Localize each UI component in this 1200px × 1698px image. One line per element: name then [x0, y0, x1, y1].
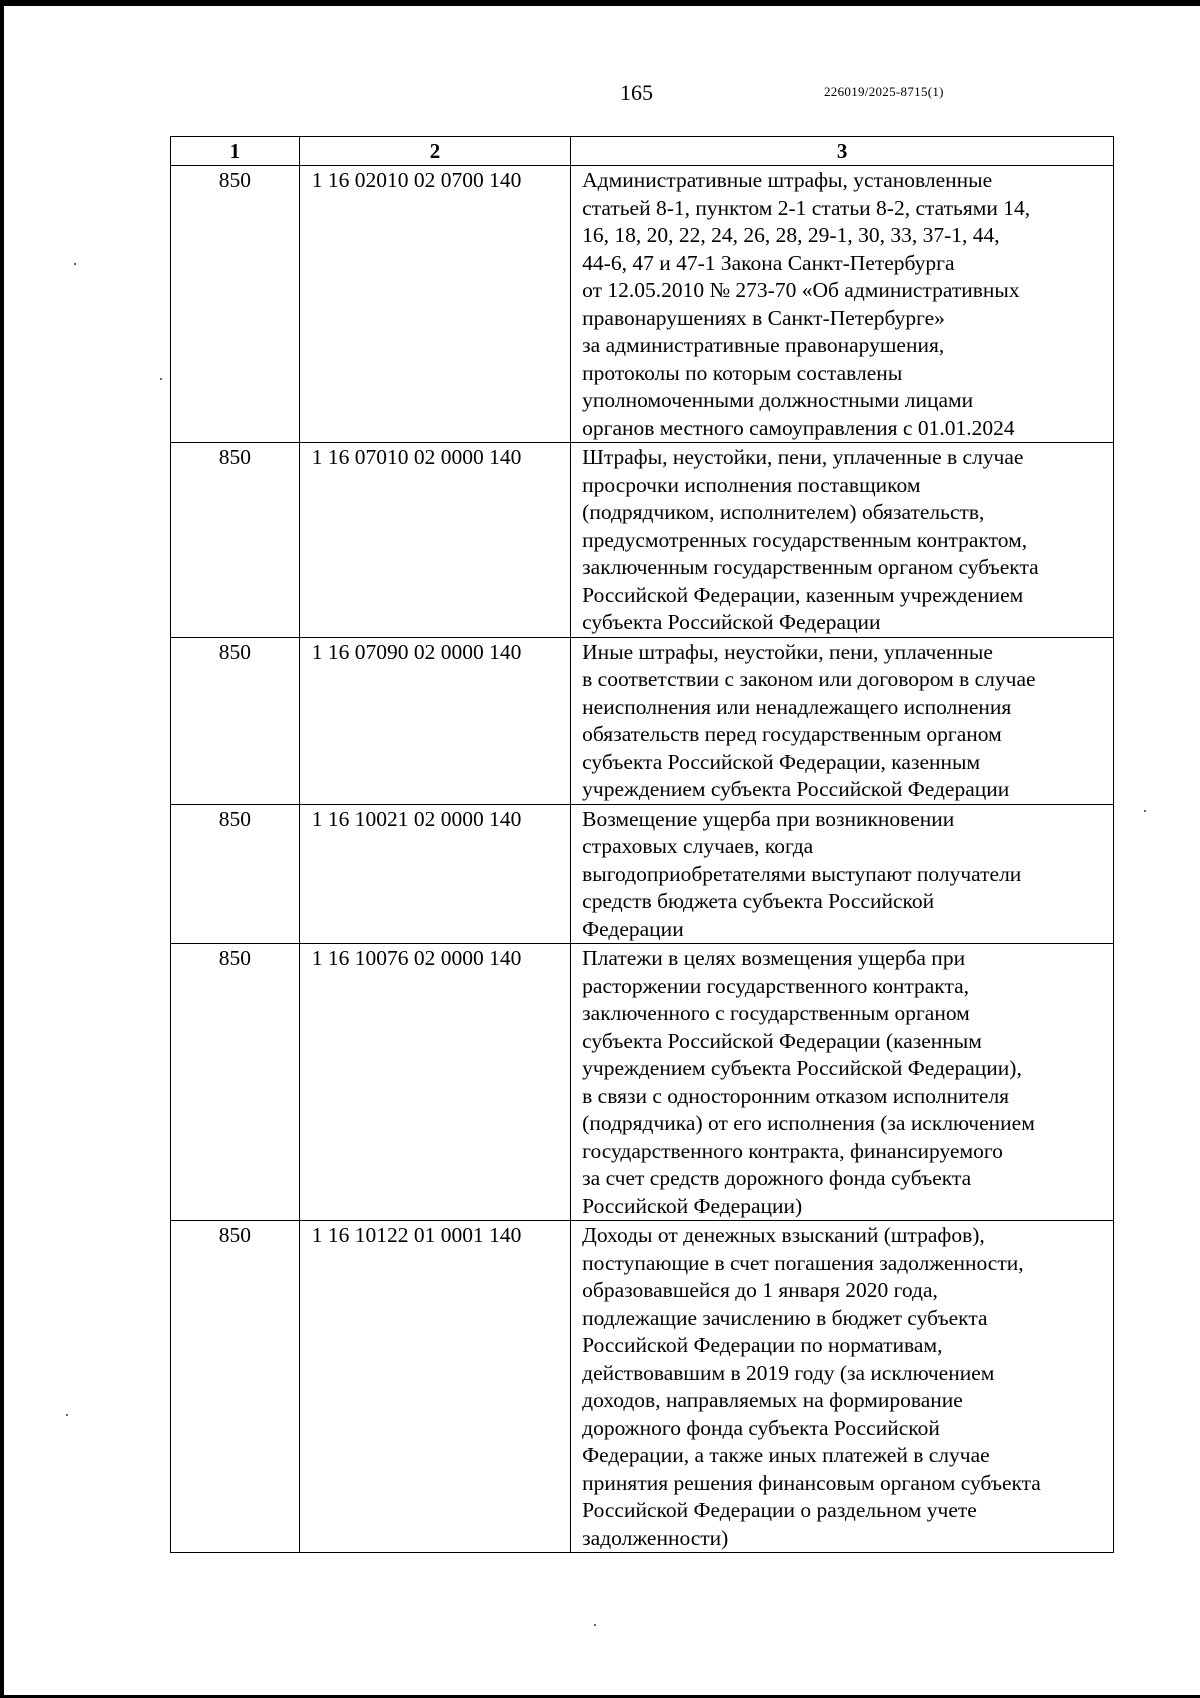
description-line: действовавшим в 2019 году (за исключением	[582, 1360, 995, 1385]
scan-speck	[66, 1414, 68, 1416]
description-cell	[570, 1221, 1113, 1552]
description-line: (подрядчиком, исполнителем) обязательств,	[582, 500, 985, 524]
description-line: заключенного с государственным органом	[582, 1001, 970, 1025]
description-line: просрочки исполнения поставщиком	[582, 472, 921, 497]
scan-border-top	[0, 0, 1200, 6]
description-line: от 12.05.2010 № 273-70 «Об административных	[582, 278, 1020, 302]
document-id: 226019/2025-8715(1)	[824, 84, 944, 99]
header-col-3: 3	[570, 137, 1113, 165]
table-header-row	[170, 136, 1114, 166]
description-line: за счет средств дорожного фонда субъекта	[582, 1166, 972, 1190]
description-line: Российской Федерации о раздельном учете	[582, 1498, 977, 1522]
description-line: Российской Федерации по нормативам,	[582, 1333, 943, 1357]
description-line: Платежи в целях возмещения ущерба при	[582, 946, 966, 970]
description-cell	[570, 166, 1113, 442]
table-row	[170, 166, 1114, 443]
description-cell	[570, 638, 1113, 804]
scan-speck	[1144, 810, 1146, 812]
description-line: 16, 18, 20, 22, 24, 26, 28, 29-1, 30, 33, 37-1, 44,	[582, 223, 1000, 247]
description-line: Российской Федерации, казенным учреждением	[582, 582, 1024, 607]
code-chapter-cell: 850	[218, 639, 251, 664]
code-chapter-cell: 850	[218, 1223, 251, 1247]
description-line: дорожного фонда субъекта Российской	[582, 1415, 940, 1440]
description-line: Федерации, а также иных платежей в случае	[582, 1443, 990, 1467]
description-line: правонарушениях в Санкт-Петербурге»	[582, 305, 945, 330]
description-line: задолженности)	[582, 1525, 729, 1550]
description-cell	[570, 944, 1113, 1220]
revenue-code-cell: 1 16 10021 02 0000 140	[299, 805, 570, 944]
description-line: неисполнения или ненадлежащего исполнения	[582, 694, 1012, 719]
revenue-code-cell: 1 16 10076 02 0000 140	[299, 944, 570, 1220]
description-cell	[570, 443, 1113, 637]
code-chapter-cell: 850	[218, 445, 251, 469]
code-chapter-cell: 850	[218, 806, 251, 831]
description-line: учреждением субъекта Российской Федерации),	[582, 1056, 1022, 1080]
scan-speck	[160, 378, 162, 380]
table-row	[170, 638, 1114, 805]
scan-speck	[594, 1624, 596, 1626]
description-line: в связи с односторонним отказом исполнителя	[582, 1083, 1010, 1108]
description-line: органов местного самоуправления с 01.01.2024	[582, 415, 1015, 440]
description-line: страховых случаев, когда	[582, 834, 814, 858]
table-body	[170, 166, 1114, 1553]
description-line: принятия решения финансовым органом субъекта	[582, 1470, 1041, 1495]
description-line: Возмещение ущерба при возникновении	[582, 806, 955, 831]
description-line: Иные штрафы, неустойки, пени, уплаченные	[582, 639, 993, 664]
revenue-code-cell: 1 16 07090 02 0000 140	[299, 638, 570, 804]
description-line: доходов, направляемых на формирование	[582, 1388, 963, 1412]
description-line: статьей 8-1, пунктом 2-1 статьи 8-2, статьями 14,	[582, 195, 1031, 220]
scan-speck	[74, 263, 76, 265]
description-line: Административные штрафы, установленные	[582, 168, 993, 192]
description-line: предусмотренных государственным контрактом,	[582, 527, 1028, 552]
code-chapter-cell: 850	[218, 946, 251, 970]
description-line: (подрядчика) от его исполнения (за исключением	[582, 1111, 1035, 1135]
code-chapter-cell: 850	[218, 168, 251, 192]
description-cell	[570, 805, 1113, 944]
description-line: субъекта Российской Федерации	[582, 610, 881, 634]
revenue-codes-table	[170, 136, 1114, 1553]
description-line: за административные правонарушения,	[582, 333, 945, 357]
description-line: государственного контракта, финансируемого	[582, 1138, 1003, 1163]
revenue-code-cell: 1 16 02010 02 0700 140	[299, 166, 570, 442]
description-line: Российской Федерации)	[582, 1193, 803, 1218]
revenue-code-cell: 1 16 07010 02 0000 140	[299, 443, 570, 637]
description-line: Штрафы, неустойки, пени, уплаченные в случае	[582, 445, 1024, 469]
table-row	[170, 1221, 1114, 1553]
description-line: протоколы по которым составлены	[582, 360, 903, 385]
table-row	[170, 805, 1114, 945]
description-line: подлежащие зачислению в бюджет субъекта	[582, 1305, 988, 1330]
description-line: субъекта Российской Федерации, казенным	[582, 749, 981, 774]
description-line: расторжении государственного контракта,	[582, 973, 970, 998]
description-line: Доходы от денежных взысканий (штрафов),	[582, 1223, 985, 1247]
description-line: заключенным государственным органом субъекта	[582, 555, 1039, 579]
description-line: средств бюджета субъекта Российской	[582, 889, 935, 913]
description-line: выгодоприобретателями выступают получатели	[582, 861, 1022, 886]
description-line: уполномоченными должностными лицами	[582, 388, 974, 412]
scan-border-left	[0, 0, 4, 1698]
description-line: субъекта Российской Федерации (казенным	[582, 1028, 982, 1053]
header-col-2: 2	[299, 137, 570, 165]
description-line: учреждением субъекта Российской Федерации	[582, 777, 1010, 801]
description-line: в соответствии с законом или договором в случае	[582, 667, 1036, 691]
table-row	[170, 944, 1114, 1221]
table-row	[170, 443, 1114, 638]
header-col-1: 1	[229, 139, 241, 163]
revenue-code-cell: 1 16 10122 01 0001 140	[299, 1221, 570, 1552]
description-line: поступающие в счет погашения задолженности,	[582, 1250, 1024, 1275]
description-line: образовавшейся до 1 января 2020 года,	[582, 1278, 938, 1302]
description-line: обязательств перед государственным органом	[582, 722, 1002, 746]
description-line: Федерации	[582, 916, 684, 941]
page-number: 165	[620, 80, 653, 105]
description-line: 44-6, 47 и 47-1 Закона Санкт-Петербурга	[582, 250, 955, 275]
